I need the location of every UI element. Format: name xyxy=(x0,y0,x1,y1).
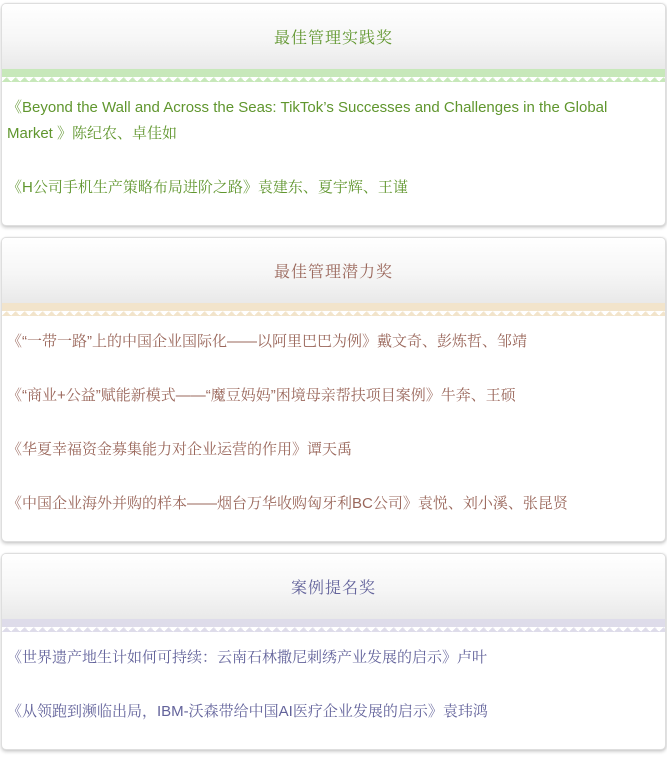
award-section-card-nomination xyxy=(1,553,666,750)
section-header xyxy=(2,238,665,303)
award-section-card-potential xyxy=(1,237,666,542)
section-title: 最佳管理实践奖 xyxy=(273,30,393,47)
award-item: 《从领跑到濒临出局，IBM-沃森带给中国AI医疗企业发展的启示》袁玮鸿 xyxy=(7,703,488,720)
section-body xyxy=(2,311,665,541)
award-item: 《世界遗产地生计如何可持续：云南石林撒尼刺绣产业发展的启示》卢叶 xyxy=(7,649,488,666)
award-item: 《华夏幸福资金募集能力对企业运营的作用》谭天禹 xyxy=(7,441,353,458)
award-item: 《Beyond the Wall and Across the Seas: TikTok’s Successes and Challenges in the Global Market 》陈纪农、卓佳如 xyxy=(7,99,608,142)
section-body xyxy=(2,627,665,749)
award-item: 《“一带一路”上的中国企业国际化——以阿里巴巴为例》戴文奇、彭炼哲、邹靖 xyxy=(7,333,527,350)
zigzag-divider xyxy=(2,69,665,77)
zigzag-divider xyxy=(2,303,665,311)
section-header xyxy=(2,554,665,619)
section-body xyxy=(2,77,665,225)
award-section-card-practice xyxy=(1,3,666,226)
award-item: 《中国企业海外并购的样本——烟台万华收购匈牙利BC公司》袁悦、刘小溪、张昆贤 xyxy=(7,495,568,512)
award-item: 《H公司手机生产策略布局进阶之路》袁建东、夏宇辉、王谨 xyxy=(7,179,408,196)
section-title: 最佳管理潜力奖 xyxy=(273,264,393,281)
zigzag-divider xyxy=(2,619,665,627)
section-header xyxy=(2,4,665,69)
award-item: 《“商业+公益”赋能新模式——“魔豆妈妈”困境母亲帮扶项目案例》牛奔、王硕 xyxy=(7,387,516,404)
section-title: 案例提名奖 xyxy=(290,580,376,597)
